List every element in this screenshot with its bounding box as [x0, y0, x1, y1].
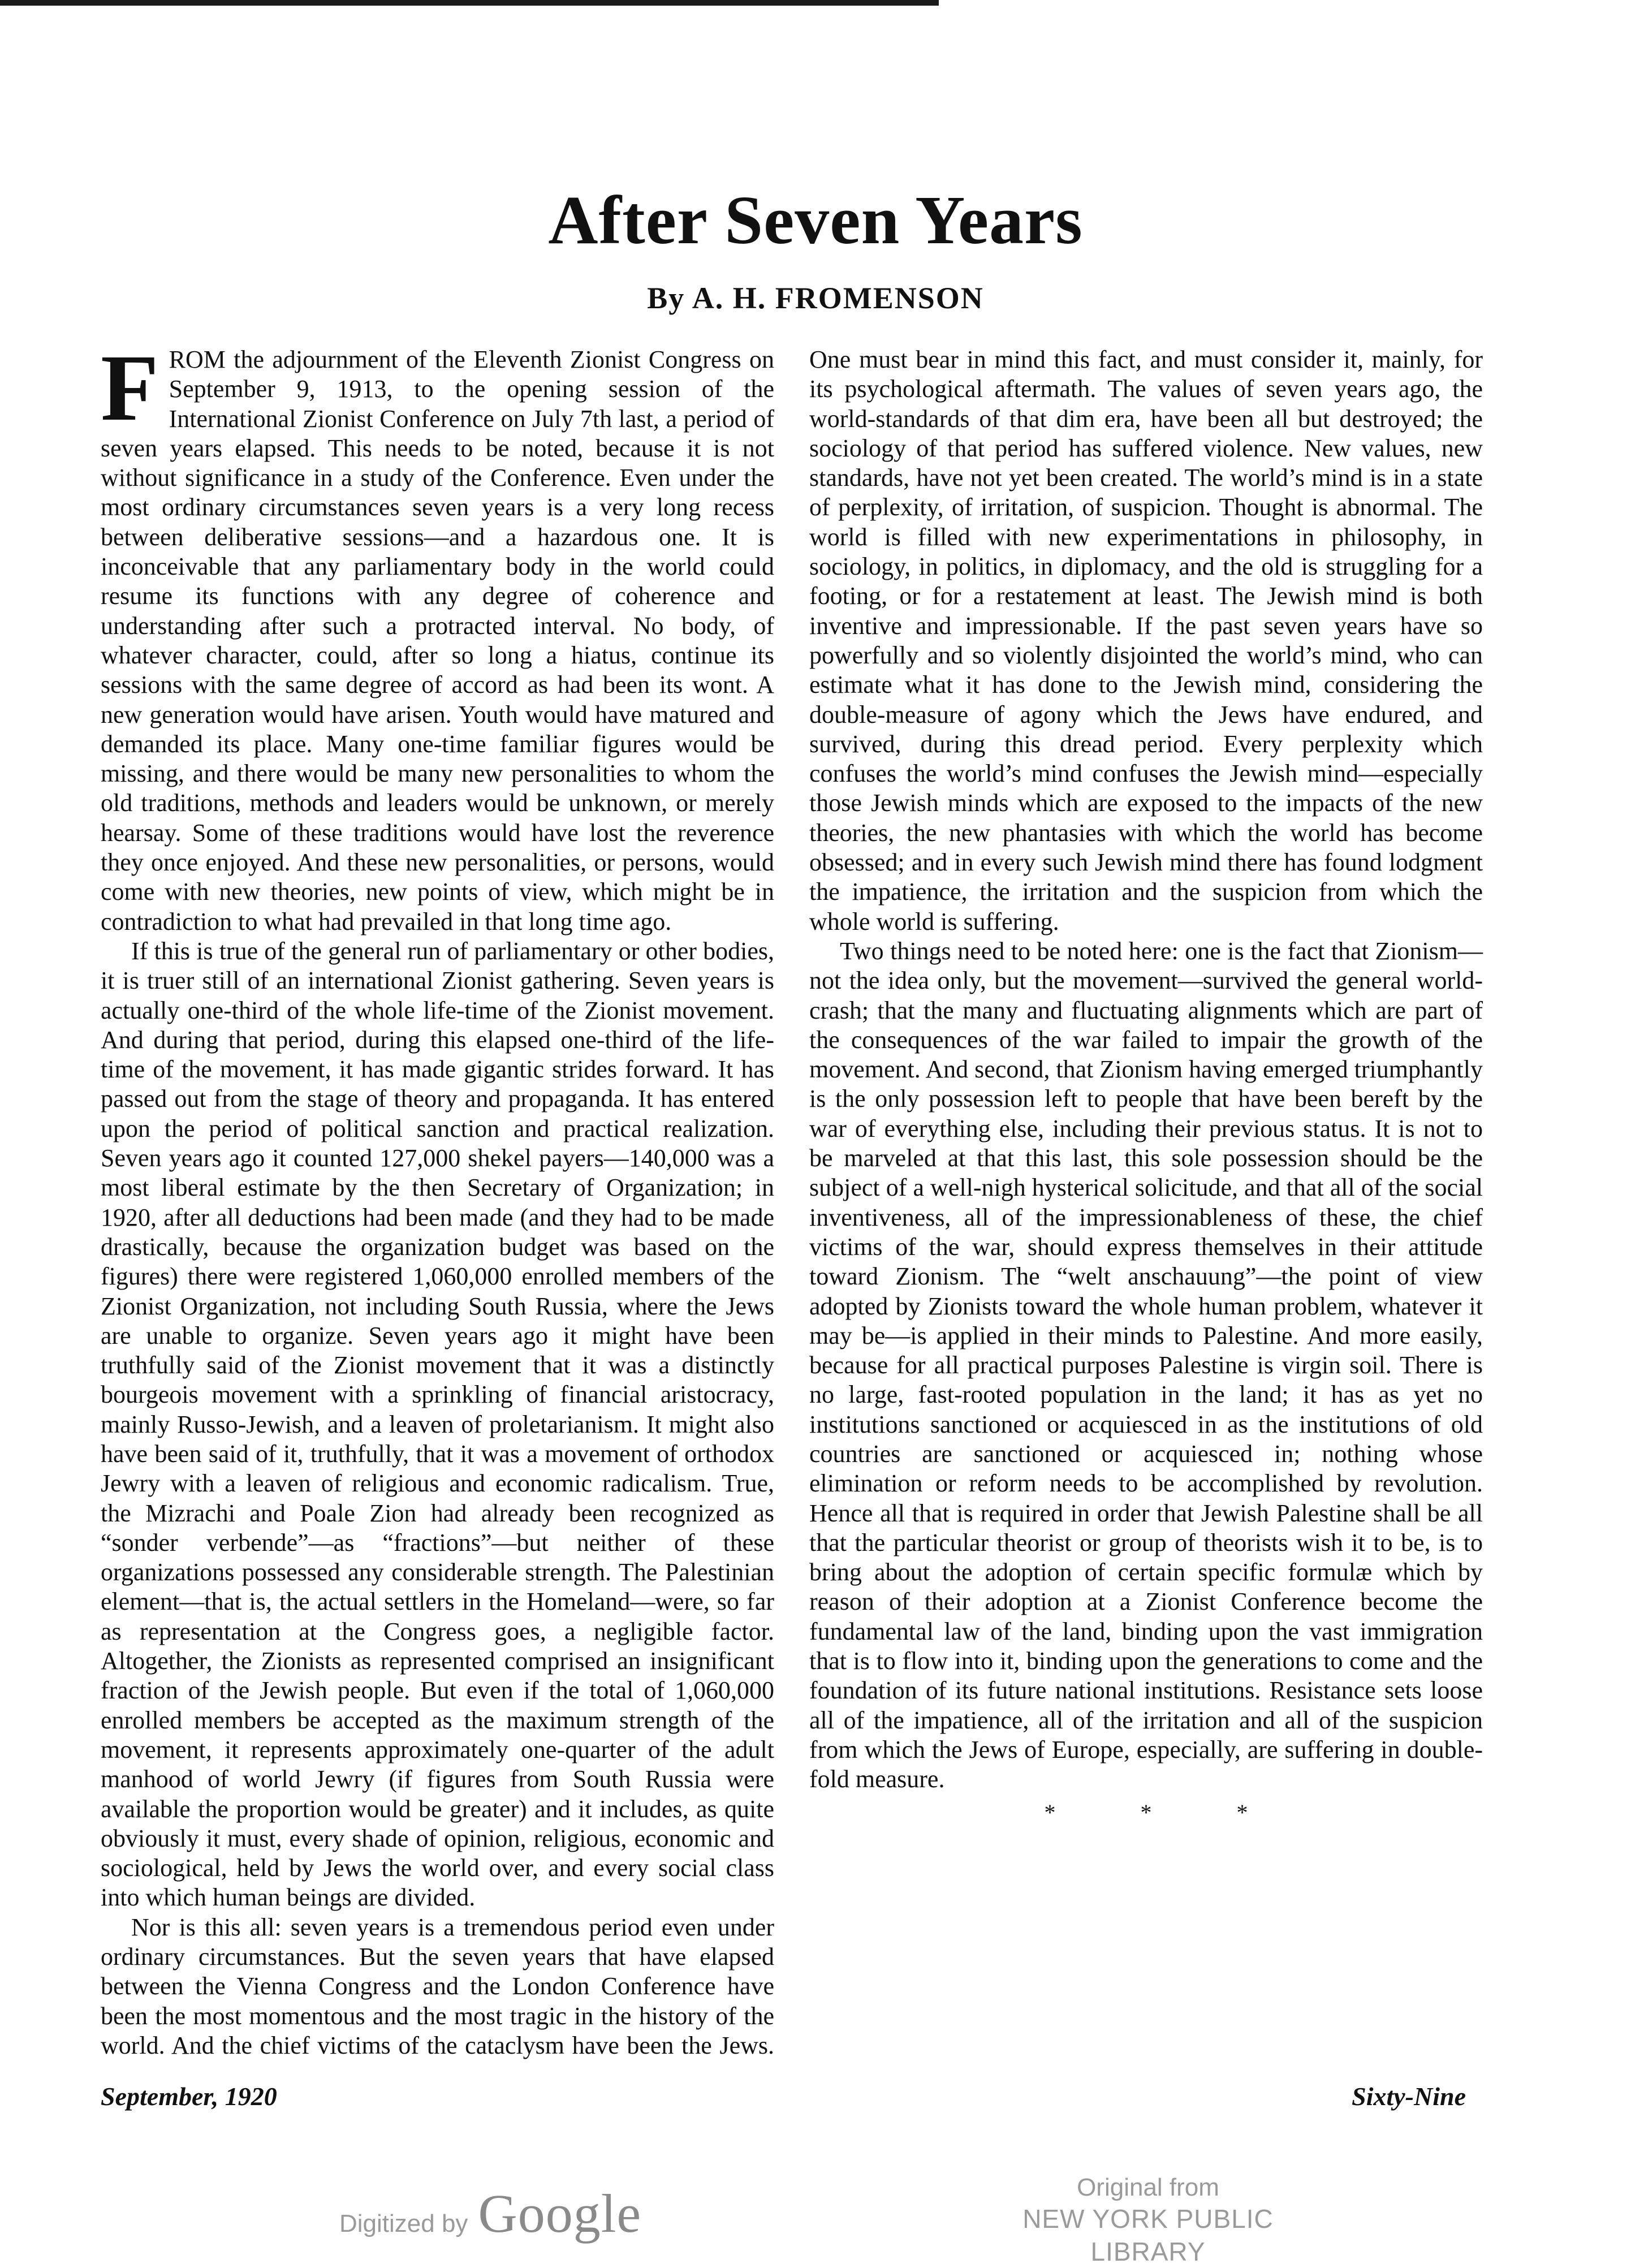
article-title: After Seven Years: [548, 182, 1083, 258]
article-body: [101, 335, 1483, 2064]
end-marker: * * *: [1044, 1799, 1288, 1825]
original-from-label: Original from: [1077, 2174, 1219, 2201]
paragraph-3: Nor is this all: seven years is a tremendous period even under ordinary circumstances. But the seven years that have elapsed between the Vienna Congress and the London Conference have been the most momentous and the most tragic in the history of the world. And the chief victims of the cataclysm have been the Jews. One must bear in mind this fact, and must consider it, mainly, for its psychological aftermath. The values of seven years ago, the world-standards of that dim era, have been all but destroyed; the sociology of that period has suffered violence. New values, new standards, have not yet been created. The world’s mind is in a state of perplexity, of irritation, of suspicion. Thought is abnormal. The world is filled with new experimentations in philosophy, in sociology, in politics, in diplomacy, and the old is struggling for a footing, or for a restatement at least. The Jewish mind is both inventive and impressionable. If the past seven years have so powerfully and so violently disjointed the world’s mind, who can estimate what it has done to the Jewish mind, considering the double-measure of agony which the Jews have endured, and survived, during this dread period. Every perplexity which confuses the world’s mind confuses the Jewish mind—especially those Jewish minds which are exposed to the impacts of the new theories, the new phantasies with which the world has become obsessed; and in every such Jewish mind there has found lodgment the impatience, the irritation and the suspicion from which the whole world is suffering.: [101, 346, 1483, 2059]
library-name: NEW YORK PUBLIC LIBRARY: [1022, 2204, 1274, 2266]
article-byline: By A. H. FROMENSON: [647, 281, 984, 315]
paragraph-2: If this is true of the general run of parliamentary or other bodies, it is truer still of an international Zionist gathering. Seven years is actually one-third of the whole life-time of the Zionist movement. And during that period, during this elapsed one-third of the life-time of the movement, it has made gigantic strides forward. It has passed out from the stage of theory and propaganda. It has entered upon the period of political sanction and practical realization. Seven years ago it counted 127,000 shekel payers—140,000 was a most liberal estimate by the then Secretary of Organization; in 1920, after all deductions had been made (and they had to be made drastically, because the organization budget was based on the figures) there were registered 1,060,000 enrolled members of the Zionist Organization, not including South Russia, where the Jews are unable to organize. Seven years ago it might have been truthfully said of the Zionist movement that it was a distinctly bourgeois movement with a sprinkling of financial aristocracy, mainly Russo-Jewish, and a leaven of proletarianism. It might also have been said of it, truthfully, that it was a movement of orthodox Jewry with a leaven of religious and economic radicalism. True, the Mizrachi and Poale Zion had already been recognized as “sonder verbende”—as “fractions”—but neither of these organizations possessed any considerable strength. The Palestinian element—that is, the actual settlers in the Homeland—were, so far as representation at the Congress goes, a negligible factor. Altogether, the Zionists as represented comprised an insignificant fraction of the Jewish people. But even if the total of 1,060,000 enrolled members be accepted as the maximum strength of the movement, it represents approximately one-quarter of the adult manhood of world Jewry (if figures from South Russia were available the proportion would be greater) and it includes, as quite obviously it must, every shade of opinion, religious, economic and sociological, held by Jews the world over, and every social class into which human beings are divided.: [101, 937, 774, 1912]
paragraph-4: Two things need to be noted here: one is the fact that Zionism—not the idea only, but the movement—survived the general world-crash; that the many and fluctuating alignments which are part of the consequences of the war failed to impair the growth of the movement. And second, that Zionism having emerged triumphantly is the only possession left to people that have been bereft by the war of everything else, including their previous status. It is not to be marveled at that this last, this sole possession should be the subject of a well-nigh hysterical solicitude, and that all of the social inventiveness, all of the impressionableness of these, the chief victims of the war, should express themselves in their attitude toward Zionism. The “welt anschauung”—the point of view adopted by Zionists toward the whole human problem, whatever it may be—is applied in their minds to Palestine. And more easily, because for all practical purposes Palestine is virgin soil. There is no large, fast-rooted population in the land; it has as yet no institutions sanctioned or acquiesced in as the institutions of old countries are sanctioned or acquiesced in; nothing whose elimination or reform needs to be accomplished by revolution. Hence all that is required in order that Jewish Palestine shall be all that the particular theorist or group of theorists wish it to be, is to bring about the adoption of certain specific formulæ which by reason of their adoption at a Zionist Conference become the fundamental law of the land, binding upon the vast immigration that is to flow into it, binding upon the generations to come and the foundation of its future national institutions. Resistance sets loose all of the impatience, all of the irritation and all of the suspicion from which the Jews of Europe, especially, are suffering in double-fold measure.: [809, 937, 1483, 1793]
issue-date: September, 1920: [101, 2082, 277, 2111]
digitized-by-watermark: [339, 2182, 641, 2245]
page-number: Sixty-Nine: [1352, 2082, 1466, 2111]
original-from-watermark: [973, 2172, 1323, 2268]
paragraph-1-text: ROM the adjournment of the Eleventh Zionist Congress on September 9, 1913, to the opening session of the International Zionist Conference on July 7th last, a period of seven years elapsed. This needs to be noted, because it is not without significance in a study of the Conference. Even under the most ordinary circumstances seven years is a very long recess between deliberative sessions—and a hazardous one. It is inconceivable that any parliamentary body in the world could resume its functions with any degree of coherence and understanding after such a protracted interval. No body, of whatever character, could, after so long a hiatus, continue its sessions with the same degree of accord as had been its wont. A new generation would have arisen. Youth would have matured and demanded its place. Many one-time familiar figures would be missing, and there would be many new personalities to whom the old traditions, methods and leaders would be unknown, or merely hearsay. Some of these traditions would have lost the reverence they once enjoyed. And these new personalities, or persons, would come with new theories, new points of view, which might be in contradiction to what had prevailed in that long time ago.: [101, 346, 774, 935]
google-logo: Google: [478, 2183, 642, 2244]
paragraph-1: [101, 335, 774, 937]
drop-cap: F: [101, 335, 159, 441]
top-rule: [0, 0, 939, 6]
digitized-by-label: Digitized by: [339, 2210, 468, 2237]
